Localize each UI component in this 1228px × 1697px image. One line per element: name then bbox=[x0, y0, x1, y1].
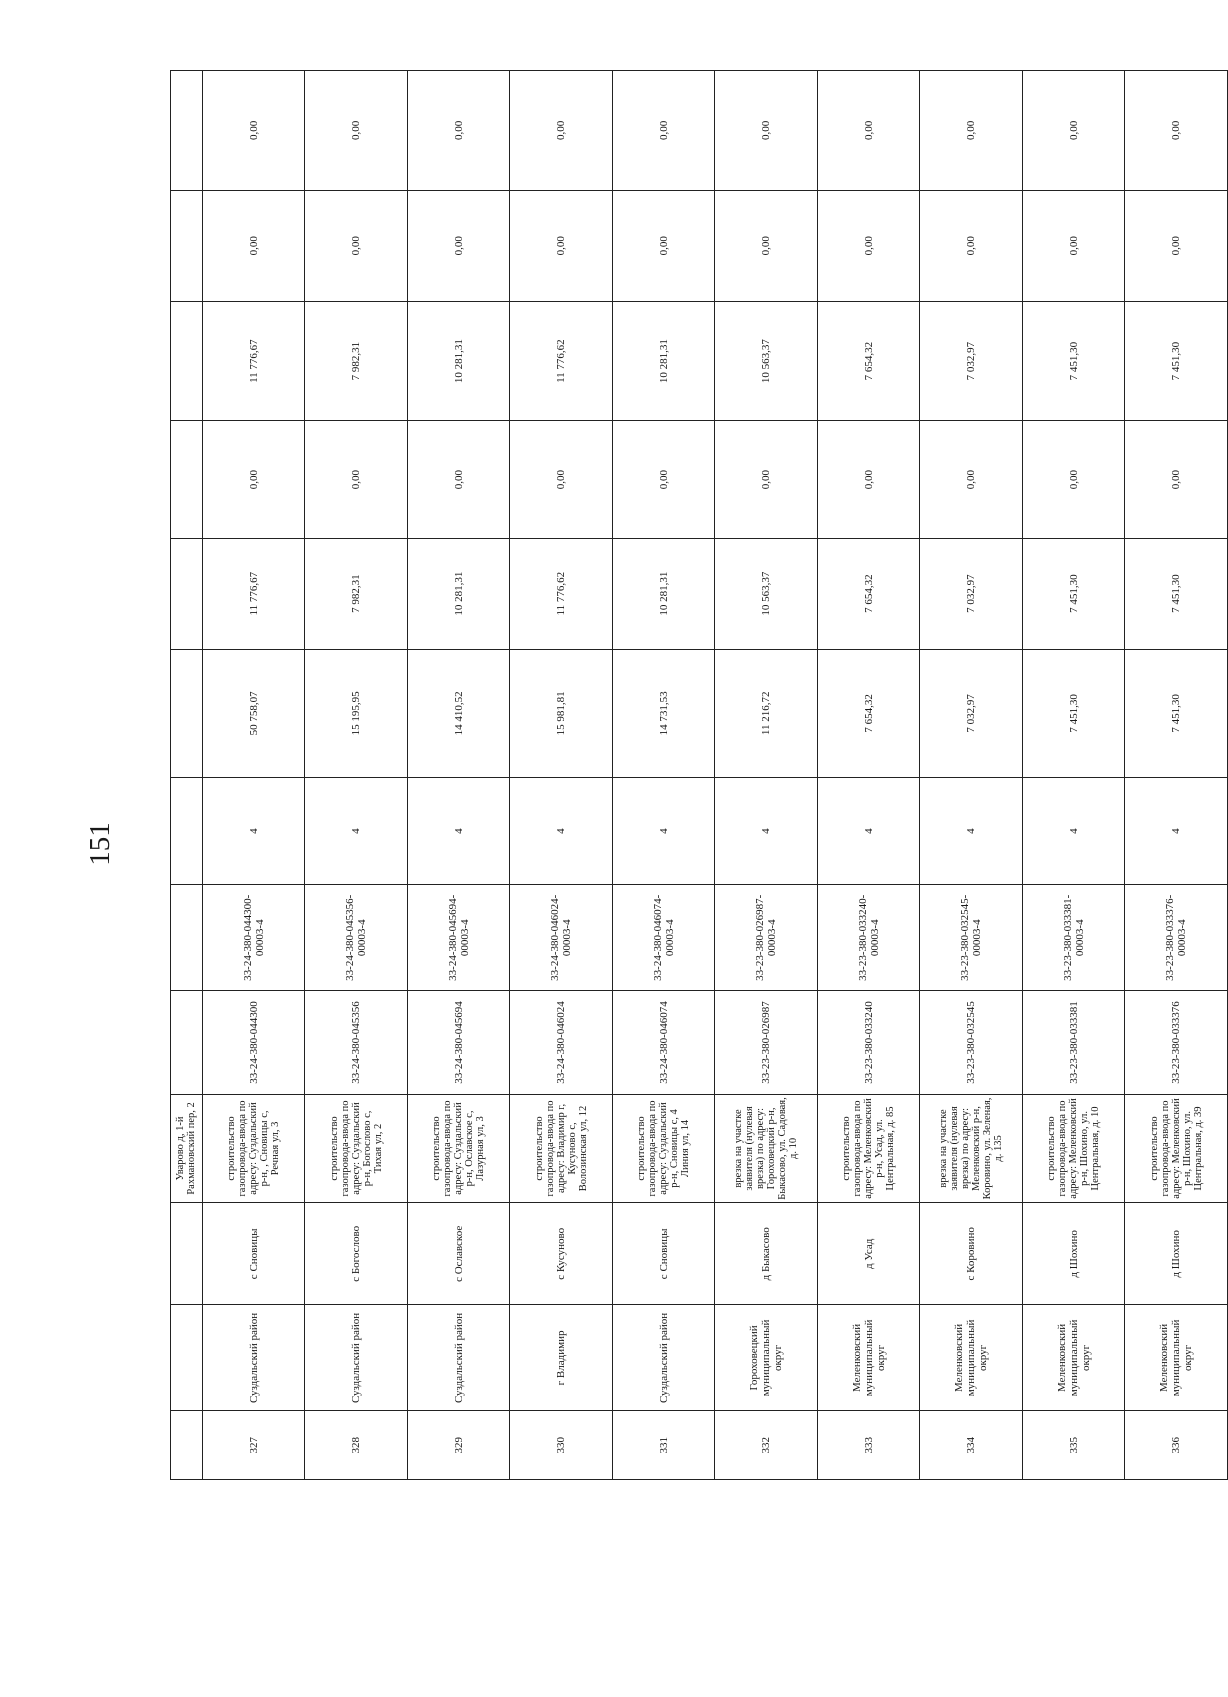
empty-cell bbox=[171, 1411, 203, 1480]
empty-cell bbox=[171, 649, 203, 777]
value-1-cell: 7 032,97 bbox=[920, 649, 1023, 777]
empty-cell bbox=[171, 538, 203, 649]
district-cell: Гороховецкий муниципальный округ bbox=[715, 1305, 818, 1411]
object-code-cell: 33-24-380-046074 bbox=[612, 991, 715, 1094]
object-code-cell: 33-24-380-045356 bbox=[305, 991, 408, 1094]
row-number-cell: 331 bbox=[612, 1411, 715, 1480]
work-description-cell: строительство газопровода-ввода по адресу: Меленковский р-н, Усад, ул. Центральная, д. 85 bbox=[817, 1094, 920, 1202]
value-2-cell: 10 281,31 bbox=[612, 538, 715, 649]
category-cell: 4 bbox=[407, 778, 510, 885]
object-code-cell: 33-23-380-033376 bbox=[1125, 991, 1228, 1094]
district-cell: Меленковский муниципальный округ bbox=[1022, 1305, 1125, 1411]
value-6-cell: 0,00 bbox=[305, 71, 408, 191]
value-3-cell: 0,00 bbox=[202, 421, 305, 538]
value-3-cell: 0,00 bbox=[1125, 421, 1228, 538]
work-description-cell: врезка на участке заявителя (нулевая врезка) по адресу: Гороховецкий р-н, Быкасово, ул. Садовая, д. 10 bbox=[715, 1094, 818, 1202]
empty-cell bbox=[171, 1203, 203, 1305]
objects-table bbox=[170, 70, 1228, 1480]
value-4-cell: 10 563,37 bbox=[715, 301, 818, 421]
value-5-cell: 0,00 bbox=[920, 190, 1023, 301]
work-description-cell: строительство газопровода-ввода по адресу: Владимир г, Кусуново с, Волозинская ул, 12 bbox=[510, 1094, 613, 1202]
value-5-cell: 0,00 bbox=[305, 190, 408, 301]
value-6-cell: 0,00 bbox=[1125, 71, 1228, 191]
value-3-cell: 0,00 bbox=[612, 421, 715, 538]
value-2-cell: 7 451,30 bbox=[1022, 538, 1125, 649]
table-row bbox=[407, 71, 510, 1480]
value-1-cell: 15 195,95 bbox=[305, 649, 408, 777]
object-code-cell: 33-23-380-032545 bbox=[920, 991, 1023, 1094]
row-number-cell: 334 bbox=[920, 1411, 1023, 1480]
settlement-cell: д Усад bbox=[817, 1203, 920, 1305]
row-number-cell: 332 bbox=[715, 1411, 818, 1480]
row-number-cell: 333 bbox=[817, 1411, 920, 1480]
object-id-cell: 33-23-380-032545-00003-4 bbox=[920, 885, 1023, 991]
category-cell: 4 bbox=[612, 778, 715, 885]
value-4-cell: 7 982,31 bbox=[305, 301, 408, 421]
settlement-cell: д Быкасово bbox=[715, 1203, 818, 1305]
object-id-cell: 33-24-380-045694-00003-4 bbox=[407, 885, 510, 991]
value-2-cell: 7 032,97 bbox=[920, 538, 1023, 649]
value-6-cell: 0,00 bbox=[510, 71, 613, 191]
empty-cell bbox=[171, 301, 203, 421]
empty-cell bbox=[171, 991, 203, 1094]
row-number-cell: 327 bbox=[202, 1411, 305, 1480]
object-code-cell: 33-24-380-044300 bbox=[202, 991, 305, 1094]
empty-cell bbox=[171, 885, 203, 991]
value-6-cell: 0,00 bbox=[1022, 71, 1125, 191]
table-row bbox=[817, 71, 920, 1480]
table-row bbox=[202, 71, 305, 1480]
object-code-cell: 33-24-380-046024 bbox=[510, 991, 613, 1094]
object-code-cell: 33-23-380-026987 bbox=[715, 991, 818, 1094]
category-cell: 4 bbox=[817, 778, 920, 885]
page-number: 151 bbox=[84, 822, 116, 866]
object-id-cell: 33-24-380-045356-00003-4 bbox=[305, 885, 408, 991]
value-4-cell: 10 281,31 bbox=[407, 301, 510, 421]
district-cell: Меленковский муниципальный округ bbox=[1125, 1305, 1228, 1411]
value-6-cell: 0,00 bbox=[612, 71, 715, 191]
value-4-cell: 11 776,67 bbox=[202, 301, 305, 421]
district-cell: Суздальский район bbox=[202, 1305, 305, 1411]
object-id-cell: 33-24-380-044300-00003-4 bbox=[202, 885, 305, 991]
category-cell: 4 bbox=[202, 778, 305, 885]
value-1-cell: 14 410,52 bbox=[407, 649, 510, 777]
table-row bbox=[715, 71, 818, 1480]
district-cell: Суздальский район bbox=[305, 1305, 408, 1411]
settlement-cell: с Коровино bbox=[920, 1203, 1023, 1305]
continuation-address: Уварово д, 1-й Рахмановский пер, 2 bbox=[171, 1094, 203, 1202]
work-description-cell: врезка на участке заявителя (нулевая врезка) по адресу: Меленковский р-н, Коровино, ул. Зеленая, д. 135 bbox=[920, 1094, 1023, 1202]
value-5-cell: 0,00 bbox=[1125, 190, 1228, 301]
value-2-cell: 11 776,67 bbox=[202, 538, 305, 649]
work-description-cell: строительство газопровода-ввода по адресу: Суздальский р-н, Богослово с, Тихая ул, 2 bbox=[305, 1094, 408, 1202]
value-1-cell: 50 758,07 bbox=[202, 649, 305, 777]
value-1-cell: 7 451,30 bbox=[1125, 649, 1228, 777]
settlement-cell: с Кусуново bbox=[510, 1203, 613, 1305]
value-4-cell: 11 776,62 bbox=[510, 301, 613, 421]
work-description-cell: строительство газопровода-ввода по адресу: Меленковский р-н, Шохино, ул. Центральная, д. 10 bbox=[1022, 1094, 1125, 1202]
object-code-cell: 33-23-380-033381 bbox=[1022, 991, 1125, 1094]
category-cell: 4 bbox=[1022, 778, 1125, 885]
value-3-cell: 0,00 bbox=[920, 421, 1023, 538]
value-2-cell: 10 281,31 bbox=[407, 538, 510, 649]
value-2-cell: 11 776,62 bbox=[510, 538, 613, 649]
object-id-cell: 33-24-380-046074-00003-4 bbox=[612, 885, 715, 991]
row-number-cell: 329 bbox=[407, 1411, 510, 1480]
value-3-cell: 0,00 bbox=[407, 421, 510, 538]
settlement-cell: с Ославское bbox=[407, 1203, 510, 1305]
settlement-cell: д Шохино bbox=[1022, 1203, 1125, 1305]
object-id-cell: 33-23-380-033381-00003-4 bbox=[1022, 885, 1125, 991]
value-6-cell: 0,00 bbox=[407, 71, 510, 191]
district-cell: г Владимир bbox=[510, 1305, 613, 1411]
value-6-cell: 0,00 bbox=[715, 71, 818, 191]
object-id-cell: 33-23-380-026987-00003-4 bbox=[715, 885, 818, 991]
settlement-cell: с Богослово bbox=[305, 1203, 408, 1305]
work-description-cell: строительство газопровода-ввода по адресу: Суздальский р-н, , Сновицы с, Речная ул, 3 bbox=[202, 1094, 305, 1202]
value-3-cell: 0,00 bbox=[817, 421, 920, 538]
value-2-cell: 7 654,32 bbox=[817, 538, 920, 649]
table-row bbox=[1125, 71, 1228, 1480]
settlement-cell: с Сновицы bbox=[202, 1203, 305, 1305]
empty-cell bbox=[171, 71, 203, 191]
category-cell: 4 bbox=[1125, 778, 1228, 885]
object-id-cell: 33-24-380-046024-00003-4 bbox=[510, 885, 613, 991]
row-number-cell: 330 bbox=[510, 1411, 613, 1480]
table-row bbox=[920, 71, 1023, 1480]
district-cell: Меленковский муниципальный округ bbox=[817, 1305, 920, 1411]
value-1-cell: 15 981,81 bbox=[510, 649, 613, 777]
table-row bbox=[1022, 71, 1125, 1480]
continuation-row bbox=[171, 71, 203, 1480]
value-4-cell: 7 654,32 bbox=[817, 301, 920, 421]
value-4-cell: 7 032,97 bbox=[920, 301, 1023, 421]
work-description-cell: строительство газопровода-ввода по адресу: Суздальский р-н, Ославское с, Лазурная ул, 3 bbox=[407, 1094, 510, 1202]
value-1-cell: 7 451,30 bbox=[1022, 649, 1125, 777]
empty-cell bbox=[171, 1305, 203, 1411]
settlement-cell: д Шохино bbox=[1125, 1203, 1228, 1305]
value-1-cell: 7 654,32 bbox=[817, 649, 920, 777]
district-cell: Суздальский район bbox=[407, 1305, 510, 1411]
table-row bbox=[612, 71, 715, 1480]
settlement-cell: с Сновицы bbox=[612, 1203, 715, 1305]
object-code-cell: 33-24-380-045694 bbox=[407, 991, 510, 1094]
object-id-cell: 33-23-380-033376-00003-4 bbox=[1125, 885, 1228, 991]
value-2-cell: 10 563,37 bbox=[715, 538, 818, 649]
rotated-table-wrapper bbox=[170, 70, 1228, 1480]
object-id-cell: 33-23-380-033240-00003-4 bbox=[817, 885, 920, 991]
object-code-cell: 33-23-380-033240 bbox=[817, 991, 920, 1094]
row-number-cell: 336 bbox=[1125, 1411, 1228, 1480]
value-3-cell: 0,00 bbox=[510, 421, 613, 538]
value-5-cell: 0,00 bbox=[612, 190, 715, 301]
value-5-cell: 0,00 bbox=[817, 190, 920, 301]
district-cell: Меленковский муниципальный округ bbox=[920, 1305, 1023, 1411]
category-cell: 4 bbox=[920, 778, 1023, 885]
value-3-cell: 0,00 bbox=[715, 421, 818, 538]
value-3-cell: 0,00 bbox=[1022, 421, 1125, 538]
value-5-cell: 0,00 bbox=[510, 190, 613, 301]
row-number-cell: 328 bbox=[305, 1411, 408, 1480]
value-4-cell: 7 451,30 bbox=[1125, 301, 1228, 421]
value-5-cell: 0,00 bbox=[407, 190, 510, 301]
value-1-cell: 11 216,72 bbox=[715, 649, 818, 777]
category-cell: 4 bbox=[510, 778, 613, 885]
work-description-cell: строительство газопровода-ввода по адресу: Суздальский р-н, Сновицы с, 4 Линия ул, 14 bbox=[612, 1094, 715, 1202]
value-5-cell: 0,00 bbox=[1022, 190, 1125, 301]
value-4-cell: 10 281,31 bbox=[612, 301, 715, 421]
value-2-cell: 7 982,31 bbox=[305, 538, 408, 649]
row-number-cell: 335 bbox=[1022, 1411, 1125, 1480]
category-cell: 4 bbox=[715, 778, 818, 885]
table-body bbox=[171, 71, 1228, 1480]
empty-cell bbox=[171, 778, 203, 885]
empty-cell bbox=[171, 421, 203, 538]
value-5-cell: 0,00 bbox=[715, 190, 818, 301]
table-row bbox=[305, 71, 408, 1480]
value-1-cell: 14 731,53 bbox=[612, 649, 715, 777]
value-2-cell: 7 451,30 bbox=[1125, 538, 1228, 649]
value-6-cell: 0,00 bbox=[817, 71, 920, 191]
category-cell: 4 bbox=[305, 778, 408, 885]
work-description-cell: строительство газопровода-ввода по адресу: Меленковский р-н, Шохино, ул. Центральная, д. 39 bbox=[1125, 1094, 1228, 1202]
value-6-cell: 0,00 bbox=[202, 71, 305, 191]
table-row bbox=[510, 71, 613, 1480]
district-cell: Суздальский район bbox=[612, 1305, 715, 1411]
empty-cell bbox=[171, 190, 203, 301]
value-4-cell: 7 451,30 bbox=[1022, 301, 1125, 421]
value-6-cell: 0,00 bbox=[920, 71, 1023, 191]
value-3-cell: 0,00 bbox=[305, 421, 408, 538]
value-5-cell: 0,00 bbox=[202, 190, 305, 301]
